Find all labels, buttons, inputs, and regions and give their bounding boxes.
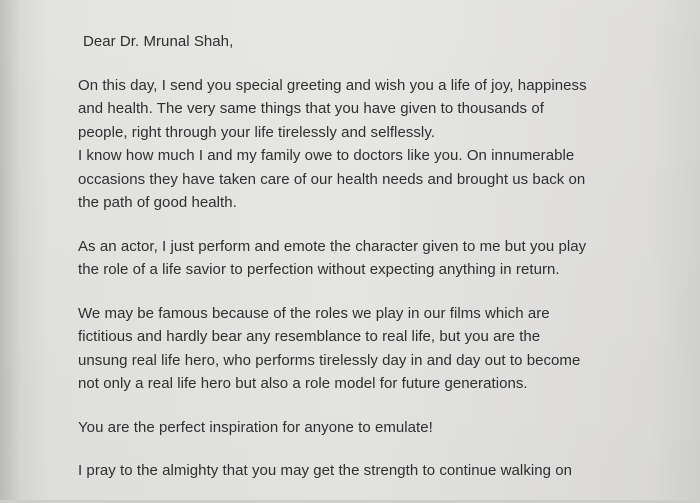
paragraph-line: not only a real life hero but also a role model for future generations. bbox=[78, 375, 528, 392]
paragraph-inspiration bbox=[78, 416, 658, 440]
paragraph-line: people, right through your life tirelessly and selflessly. bbox=[78, 123, 435, 141]
paragraph-line: As an actor, I just perform and emote the character given to me but you play bbox=[78, 237, 587, 255]
paragraph-line: We may be famous because of the roles we play in our films which are bbox=[78, 304, 550, 322]
paragraph-actor bbox=[78, 235, 658, 282]
paragraph-line: On this day, I send you special greeting and wish you a life of joy, happiness bbox=[78, 76, 587, 94]
paragraph-famous bbox=[78, 302, 658, 396]
paragraph-line: You are the perfect inspiration for anyone to emulate! bbox=[78, 418, 433, 436]
paragraph-line: unsung real life hero, who performs tirelessly day in and day out to become bbox=[78, 351, 581, 369]
paragraph-prayer bbox=[78, 459, 658, 483]
paragraph-line: the path of good health. bbox=[78, 194, 237, 211]
paragraph-line: I pray to the almighty that you may get the strength to continue walking on bbox=[78, 462, 573, 479]
paragraph-line: fictitious and hardly bear any resemblance to real life, but you are the bbox=[78, 328, 541, 345]
paragraph-line: and health. The very same things that you have given to thousands of bbox=[78, 100, 544, 117]
letter-body bbox=[78, 30, 658, 503]
paragraph-line: I know how much I and my family owe to doctors like you. On innumerable bbox=[78, 147, 575, 164]
paragraph-greeting bbox=[78, 74, 658, 215]
paragraph-line: the role of a life savior to perfection without expecting anything in return. bbox=[78, 261, 560, 278]
paragraph-line: occasions they have taken care of our health needs and brought us back on bbox=[78, 170, 586, 188]
salutation: Dear Dr. Mrunal Shah, bbox=[83, 33, 234, 50]
